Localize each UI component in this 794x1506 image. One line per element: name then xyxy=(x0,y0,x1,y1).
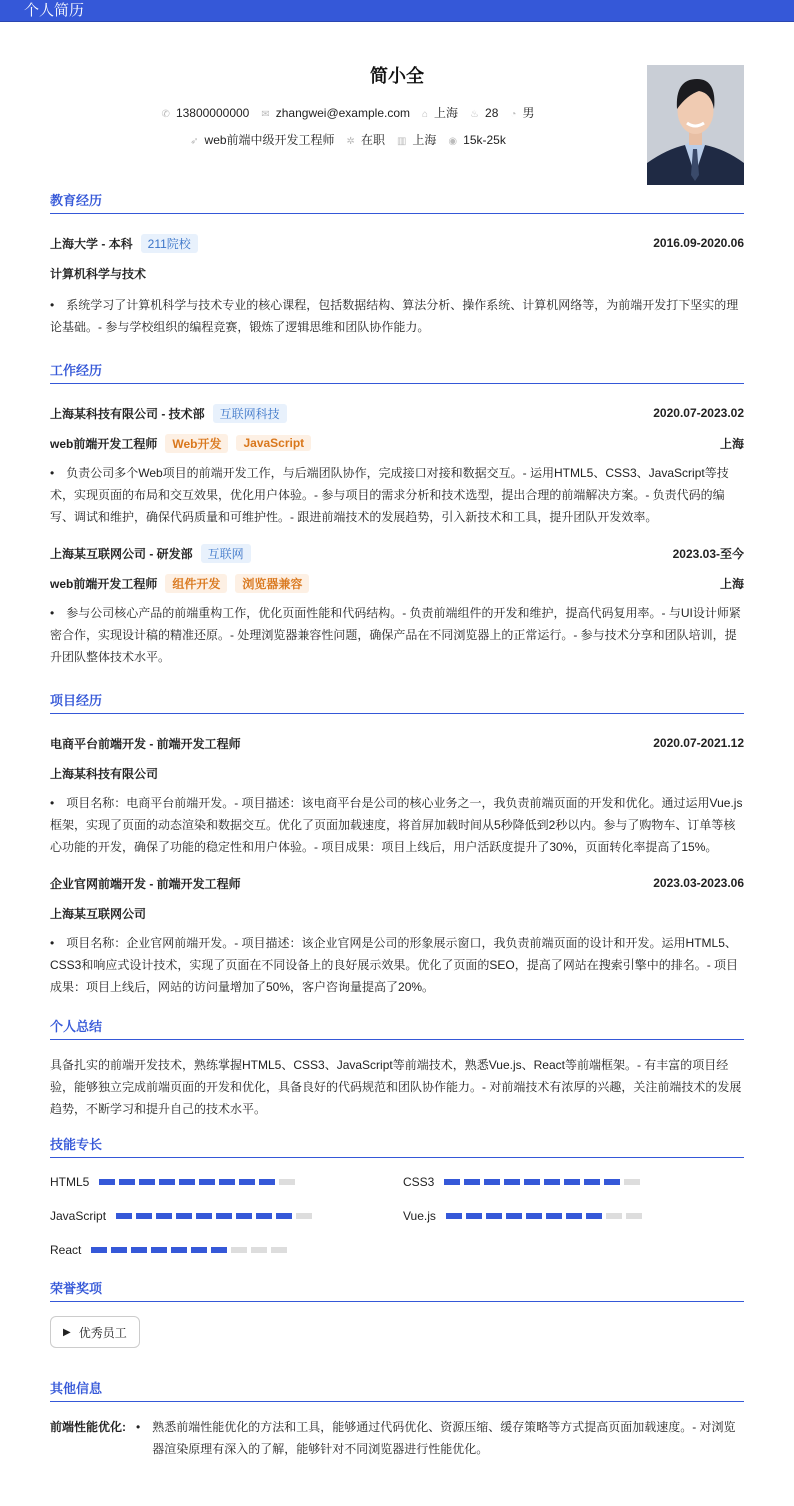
project-item: 企业官网前端开发 - 前端开发工程师 2023.03-2023.06 上海某互联网公司 • 项目名称：企业官网前端开发。- 项目描述：该企业官网是公司的形象展示窗口，我负责前端页面的设计和开发。运用HTML5、CSS3和响应式设计技术，实现了页面在不同设备上的良好展示效果。优化了页面的SEO，提高了网站在搜索引擎中的排名。- 项目成果：项目上线后，网站的访问量增加了50%，客户咨询量提高了20%。 xyxy=(50,876,744,994)
skill-level-segment xyxy=(199,1179,215,1185)
skill-level-segment xyxy=(256,1213,272,1219)
skill-level-segment xyxy=(444,1179,460,1185)
work-desc: 负责公司多个Web项目的前端开发工作，与后端团队协作，完成接口对接和数据交互。- 运用HTML5、CSS3、JavaScript等技术，实现页面的布局和交互效果，优化用户体验。- 参与项目的需求分析和技术选型，提出合理的前端解决方案。- 负责代码的编写、调试和维护，确保代码质量和可维护性。- 跟进前端技术的发展趋势，引入新技术和工具，提升团队开发效率。 xyxy=(50,466,729,524)
send-icon: ➶ xyxy=(190,136,199,147)
skill-level-segment xyxy=(136,1213,152,1219)
section-title: 个人总结 xyxy=(50,1016,744,1040)
skill-level-segment xyxy=(526,1213,542,1219)
building-icon: ▥ xyxy=(396,136,407,147)
skill-level-segment xyxy=(624,1179,640,1185)
skill-level-segment xyxy=(504,1179,520,1185)
top-bar xyxy=(0,0,794,22)
skill-level-segment xyxy=(584,1179,600,1185)
skill-level-segment xyxy=(251,1247,267,1253)
triangle-right-icon: ▶ xyxy=(63,1326,71,1338)
skill-level-segment xyxy=(231,1247,247,1253)
industry-tag: 互联网 xyxy=(201,544,251,563)
skill-item xyxy=(403,1172,743,1192)
home-icon: ⌂ xyxy=(422,109,429,120)
profile-header xyxy=(0,22,794,192)
section-title: 其他信息 xyxy=(50,1378,744,1402)
skill-level-segment xyxy=(466,1213,482,1219)
project-name: 企业官网前端开发 - 前端开发工程师 xyxy=(50,876,241,891)
skill-level-segment xyxy=(259,1179,275,1185)
project-company: 上海某科技有限公司 xyxy=(50,766,159,781)
other-item: 前端性能优化: • 熟悉前端性能优化的方法和工具，能够通过代码优化、资源压缩、缓存策略等方式提高页面加载速度。- 对浏览器渲染原理有深入的了解，能够针对不同浏览器进行性能优化。 xyxy=(50,1416,744,1460)
section-title: 荣誉奖项 xyxy=(50,1278,744,1302)
summary-text: 具备扎实的前端开发技术，熟练掌握HTML5、CSS3、JavaScript等前端技术，熟悉Vue.js、React等前端框架。- 有丰富的项目经验，能够独立完成前端页面的开发和优化，具备良好的代码规范和团队协作能力。- 对前端技术有浓厚的兴趣，关注前端技术的发展趋势，不断学习和提升自己的技术水平。 xyxy=(50,1058,742,1116)
projects-section xyxy=(50,690,744,998)
skill-level-segment xyxy=(604,1179,620,1185)
skill-tag: JavaScript xyxy=(236,435,311,451)
skill-level-segment xyxy=(99,1179,115,1185)
skill-level-segment xyxy=(179,1179,195,1185)
section-title: 教育经历 xyxy=(50,190,744,214)
skill-name: HTML5 xyxy=(50,1175,90,1189)
skill-level-segment xyxy=(119,1179,135,1185)
project-desc: 项目名称：电商平台前端开发。- 项目描述：该电商平台是公司的核心业务之一，我负责前端页面的开发和优化。通过运用Vue.js框架，实现了页面的动态渲染和数据交互。优化了页面加载速度，将首屏加载时间从5秒降低到2秒以内。参与了购物车、订单等核心功能的开发，确保了功能的稳定性和用户体验。- 项目成果：项目上线后，用户活跃度提升了30%，页面转化率提高了15%。 xyxy=(50,796,743,854)
project-company: 上海某互联网公司 xyxy=(50,906,147,921)
skill-level-segment xyxy=(239,1179,255,1185)
other-text: 熟悉前端性能优化的方法和工具，能够通过代码优化、资源压缩、缓存策略等方式提高页面加载速度。- 对浏览器渲染原理有深入的了解，能够针对不同浏览器进行性能优化。 xyxy=(152,1420,736,1456)
awards-section xyxy=(50,1278,744,1364)
award-label: 优秀员工 xyxy=(78,1325,127,1340)
gender-icon: ◔ xyxy=(510,109,517,120)
role: web前端开发工程师 xyxy=(50,576,158,591)
skill-level-segment xyxy=(564,1179,580,1185)
skill-level-segment xyxy=(626,1213,642,1219)
contact-row xyxy=(0,104,696,121)
work-desc: 参与公司核心产品的前端重构工作，优化页面性能和代码结构。- 负责前端组件的开发和维护，提高代码复用率。- 与UI设计师紧密合作，实现设计稿的精准还原。- 处理浏览器兼容性问题，确保产品在不同浏览器上的正常运行。- 参与技术分享和团队培训，提升团队整体技术水平。 xyxy=(50,606,741,664)
company: 上海某互联网公司 - 研发部 xyxy=(50,546,193,561)
skill-level-segment xyxy=(171,1247,187,1253)
email: zhangwei@example.com xyxy=(275,105,410,120)
skill-level-segment xyxy=(116,1213,132,1219)
work-section xyxy=(50,360,744,668)
skill-level-bar xyxy=(446,1213,642,1219)
city: 上海 xyxy=(719,576,744,591)
age: 28 xyxy=(485,105,499,120)
period: 2020.07-2021.12 xyxy=(653,736,744,750)
resume-body xyxy=(50,190,744,1474)
avatar-photo xyxy=(647,65,744,185)
city: 上海 xyxy=(719,436,744,451)
role: web前端开发工程师 xyxy=(50,436,158,451)
skill-level-segment xyxy=(484,1179,500,1185)
skill-level-segment xyxy=(524,1179,540,1185)
cake-icon: ♨ xyxy=(470,108,480,120)
skill-tag: Web开发 xyxy=(165,434,228,453)
company: 上海某科技有限公司 - 技术部 xyxy=(50,406,205,421)
phone: 13800000000 xyxy=(175,105,250,120)
status-icon: ✲ xyxy=(346,136,355,147)
status: 在职 xyxy=(360,133,385,147)
period: 2023.03-至今 xyxy=(672,546,744,561)
page-title: 个人简历 xyxy=(24,2,85,19)
skill-level-segment xyxy=(271,1247,287,1253)
skill-level-bar xyxy=(444,1179,640,1185)
skill-level-segment xyxy=(191,1247,207,1253)
skills-section xyxy=(50,1134,744,1260)
other-label: 前端性能优化: xyxy=(50,1420,126,1434)
section-title: 技能专长 xyxy=(50,1134,744,1158)
skill-level-segment xyxy=(216,1213,232,1219)
school: 上海大学 - 本科 xyxy=(50,236,133,251)
skill-level-segment xyxy=(219,1179,235,1185)
period: 2016.09-2020.06 xyxy=(653,236,744,250)
work-item: 上海某科技有限公司 - 技术部 互联网科技 2020.07-2023.02 web前端开发工程师 Web开发 JavaScript 上海 • 负责公司多个Web项目的前端开发工作，与后端团队协作，完成接口对接和数据交互。- 运用HTML5、CSS3、JavaScript等技术，实现页面的布局和交互效果，优化用户体验。- 参与项目的需求分析和技术选型，提出合理的前端解决方案。- 负责代码的编写、调试和维护，确保代码质量和可维护性。- 跟进前端技术的发展趋势，引入新技术和工具，提升团队开发效率。 xyxy=(50,398,744,528)
phone-icon: ✆ xyxy=(161,108,170,120)
skill-level-segment xyxy=(606,1213,622,1219)
skill-level-segment xyxy=(139,1179,155,1185)
project-item: 电商平台前端开发 - 前端开发工程师 2020.07-2021.12 上海某科技有限公司 • 项目名称：电商平台前端开发。- 项目描述：该电商平台是公司的核心业务之一，我负责前端页面的开发和优化。通过运用Vue.js框架，实现了页面的动态渲染和数据交互。优化了页面加载速度，将首屏加载时间从5秒降低到2秒以内。参与了购物车、订单等核心功能的开发，确保了功能的稳定性和用户体验。- 项目成果：项目上线后，用户活跃度提升了30%，页面转化率提高了15%。 xyxy=(50,736,744,854)
section-title: 项目经历 xyxy=(50,690,744,714)
skill-name: JavaScript xyxy=(50,1209,107,1223)
skill-level-bar xyxy=(116,1213,312,1219)
period: 2020.07-2023.02 xyxy=(653,406,744,420)
skill-level-segment xyxy=(151,1247,167,1253)
education-desc: 系统学习了计算机科学与技术专业的核心课程，包括数据结构、算法分析、操作系统、计算机网络等，为前端开发打下坚实的理论基础。- 参与学校组织的编程竞赛，锻炼了逻辑思维和团队协作能力。 xyxy=(50,298,739,334)
skill-name: React xyxy=(50,1243,82,1257)
other-section xyxy=(50,1378,744,1460)
work-item: 上海某互联网公司 - 研发部 互联网 2023.03-至今 web前端开发工程师 组件开发 浏览器兼容 上海 • 参与公司核心产品的前端重构工作，优化页面性能和代码结构。- 负责前端组件的开发和维护，提高代码复用率。- 与UI设计师紧密合作，实现设计稿的精准还原。- 处理浏览器兼容性问题，确保产品在不同浏览器上的正常运行。- 参与技术分享和团队培训，提升团队整体技术水平。 xyxy=(50,538,744,668)
period: 2023.03-2023.06 xyxy=(653,876,744,890)
skill-level-bar xyxy=(99,1179,295,1185)
skill-level-segment xyxy=(236,1213,252,1219)
skill-level-segment xyxy=(486,1213,502,1219)
project-name: 电商平台前端开发 - 前端开发工程师 xyxy=(50,736,241,751)
industry-tag: 互联网科技 xyxy=(213,404,287,423)
skill-level-segment xyxy=(176,1213,192,1219)
award-item[interactable] xyxy=(50,1316,140,1348)
work-city: 上海 xyxy=(412,133,437,147)
school-tag: 211院校 xyxy=(141,234,198,253)
skill-level-segment xyxy=(506,1213,522,1219)
skill-level-segment xyxy=(546,1213,562,1219)
skill-level-segment xyxy=(586,1213,602,1219)
skill-level-segment xyxy=(544,1179,560,1185)
skill-level-segment xyxy=(111,1247,127,1253)
skill-item xyxy=(403,1206,743,1226)
gender: 男 xyxy=(522,106,535,120)
section-title: 工作经历 xyxy=(50,360,744,384)
summary-section xyxy=(50,1016,744,1120)
skill-level-segment xyxy=(159,1179,175,1185)
skill-item xyxy=(50,1172,403,1192)
skill-level-bar xyxy=(91,1247,287,1253)
project-desc: 项目名称：企业官网前端开发。- 项目描述：该企业官网是公司的形象展示窗口，我负责前端页面的设计和开发。运用HTML5、CSS3和响应式设计技术，实现了页面在不同设备上的良好展示效果。优化了页面的SEO，提高了网站在搜索引擎中的排名。- 项目成果：项目上线后，网站的访问量增加了50%，客户咨询量提高了20%。 xyxy=(50,936,739,994)
skill-tag: 浏览器兼容 xyxy=(235,574,309,593)
skill-level-segment xyxy=(446,1213,462,1219)
skill-level-segment xyxy=(296,1213,312,1219)
salary: 15k-25k xyxy=(463,132,506,147)
skill-level-segment xyxy=(131,1247,147,1253)
skill-name: Vue.js xyxy=(403,1209,436,1223)
skill-level-segment xyxy=(211,1247,227,1253)
skill-level-segment xyxy=(566,1213,582,1219)
job-row xyxy=(0,131,696,148)
candidate-name: 简小全 xyxy=(370,66,424,86)
skill-tag: 组件开发 xyxy=(165,574,227,593)
city: 上海 xyxy=(434,106,459,120)
skill-item xyxy=(50,1240,403,1260)
position: web前端中级开发工程师 xyxy=(204,133,335,147)
major: 计算机科学与技术 xyxy=(50,266,147,281)
skill-level-segment xyxy=(276,1213,292,1219)
skill-level-segment xyxy=(279,1179,295,1185)
skill-level-segment xyxy=(156,1213,172,1219)
mail-icon: ✉ xyxy=(261,108,270,120)
education-section: 教育经历 上海大学 - 本科 211院校 2016.09-2020.06 计算机科学与技术 • 系统学习了计算机科学与技术专业的核心课程，包括数据结构、算法分析、操作系统、计算机网络等，为前端开发打下坚实的理论基础。- 参与学校组织的编程竞赛，锻炼了逻辑思维和团队协作能力。 xyxy=(50,190,744,338)
skill-level-segment xyxy=(464,1179,480,1185)
skill-name: CSS3 xyxy=(403,1175,435,1189)
skill-level-segment xyxy=(91,1247,107,1253)
skill-item xyxy=(50,1206,403,1226)
skill-level-segment xyxy=(196,1213,212,1219)
salary-icon: ◉ xyxy=(448,135,458,147)
